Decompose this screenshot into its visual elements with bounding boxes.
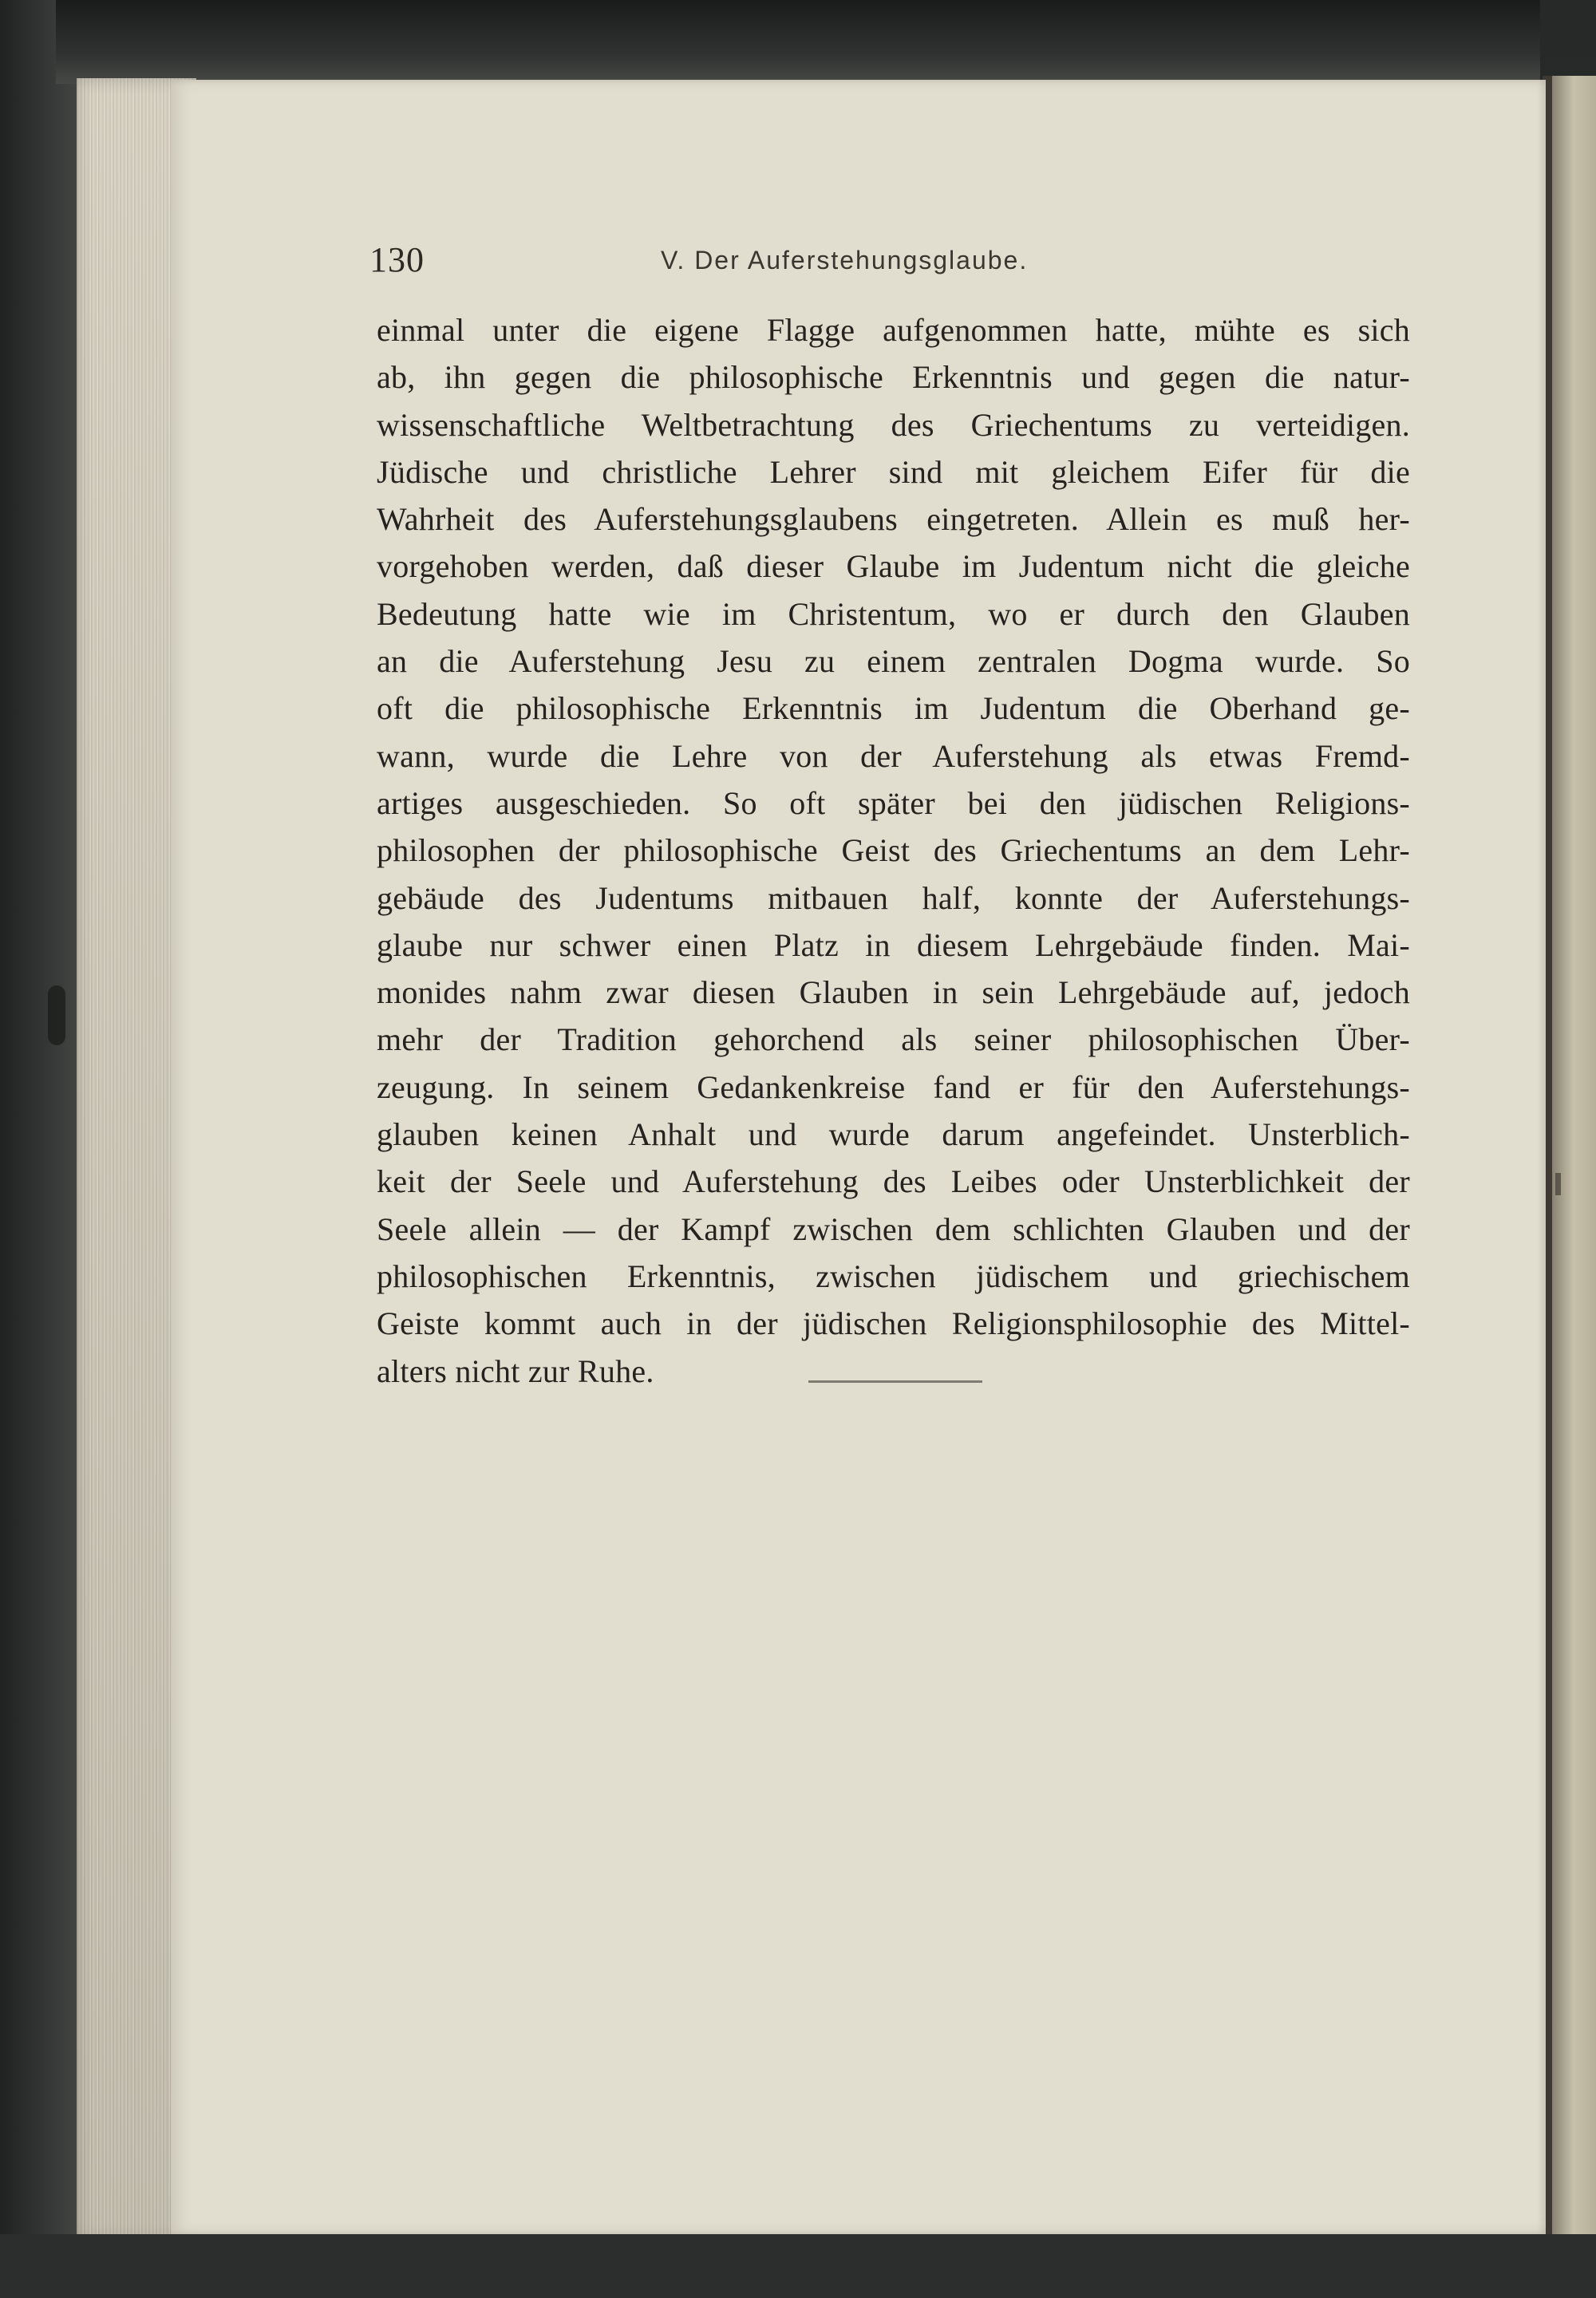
text-line: philosophischen Erkenntnis, zwischen jüdischem und griechischem xyxy=(377,1258,1410,1294)
book-cover-bottom-edge xyxy=(0,2234,1596,2298)
chapter-end-rule xyxy=(808,1380,982,1383)
text-line: artiges ausgeschieden. So oft später bei den jüdischen Religions- xyxy=(377,784,1410,821)
book-cover-left-edge xyxy=(0,0,86,2298)
text-line: mehr der Tradition gehorchend als seiner philosophischen Über- xyxy=(377,1021,1410,1058)
text-line: wann, wurde die Lehre von der Auferstehung als etwas Fremd- xyxy=(377,737,1410,774)
text-line: ab, ihn gegen die philosophische Erkenntnis und gegen die natur- xyxy=(377,359,1410,396)
book-cover-top-edge xyxy=(56,0,1540,84)
text-line: gebäude des Judentums mitbauen half, konnte der Auferstehungs- xyxy=(377,879,1410,916)
cover-scratch xyxy=(1555,1173,1561,1195)
body-text xyxy=(377,306,1410,1395)
running-head xyxy=(369,239,1411,281)
text-line: oft die philosophische Erkenntnis im Judentum die Oberhand ge- xyxy=(377,690,1410,727)
text-line: Jüdische und christliche Lehrer sind mit gleichem Eifer für die xyxy=(377,453,1410,490)
text-line: einmal unter die eigene Flagge aufgenommen hatte, mühte es sich xyxy=(377,312,1410,348)
text-line: Wahrheit des Auferstehungsglaubens eingetreten. Allein es muß her- xyxy=(377,501,1410,538)
binding-mark xyxy=(48,985,65,1045)
text-line: monides nahm zwar diesen Glauben in sein Lehrgebäude auf, jedoch xyxy=(377,974,1410,1011)
book-cover-right-edge xyxy=(1543,76,1596,2242)
text-line: Geiste kommt auch in der jüdischen Religionsphilosophie des Mittel- xyxy=(377,1305,1410,1342)
text-line: glaube nur schwer einen Platz in diesem Lehrgebäude finden. Mai- xyxy=(377,926,1410,963)
text-line: vorgehoben werden, daß dieser Glaube im Judentum nicht die gleiche xyxy=(377,548,1410,585)
text-line: an die Auferstehung Jesu zu einem zentralen Dogma wurde. So xyxy=(377,643,1410,680)
text-line: Seele allein — der Kampf zwischen dem schlichten Glauben und der xyxy=(377,1210,1410,1247)
text-line: wissenschaftliche Weltbetrachtung des Griechentums zu verteidigen. xyxy=(377,406,1410,443)
text-line: Bedeutung hatte wie im Christentum, wo er durch den Glauben xyxy=(377,595,1410,632)
text-line: keit der Seele und Auferstehung des Leibes oder Unsterblichkeit der xyxy=(377,1163,1410,1200)
text-line: philosophen der philosophische Geist des Griechentums an dem Lehr- xyxy=(377,832,1410,869)
text-line: zeugung. In seinem Gedankenkreise fand er für den Auferstehungs- xyxy=(377,1068,1410,1105)
running-title: V. Der Auferstehungsglaube. xyxy=(661,246,1029,274)
text-line: glauben keinen Anhalt und wurde darum angefeindet. Unsterblich- xyxy=(377,1116,1410,1153)
text-line-last: alters nicht zur Ruhe. xyxy=(377,1352,654,1389)
page-number: 130 xyxy=(369,240,425,279)
